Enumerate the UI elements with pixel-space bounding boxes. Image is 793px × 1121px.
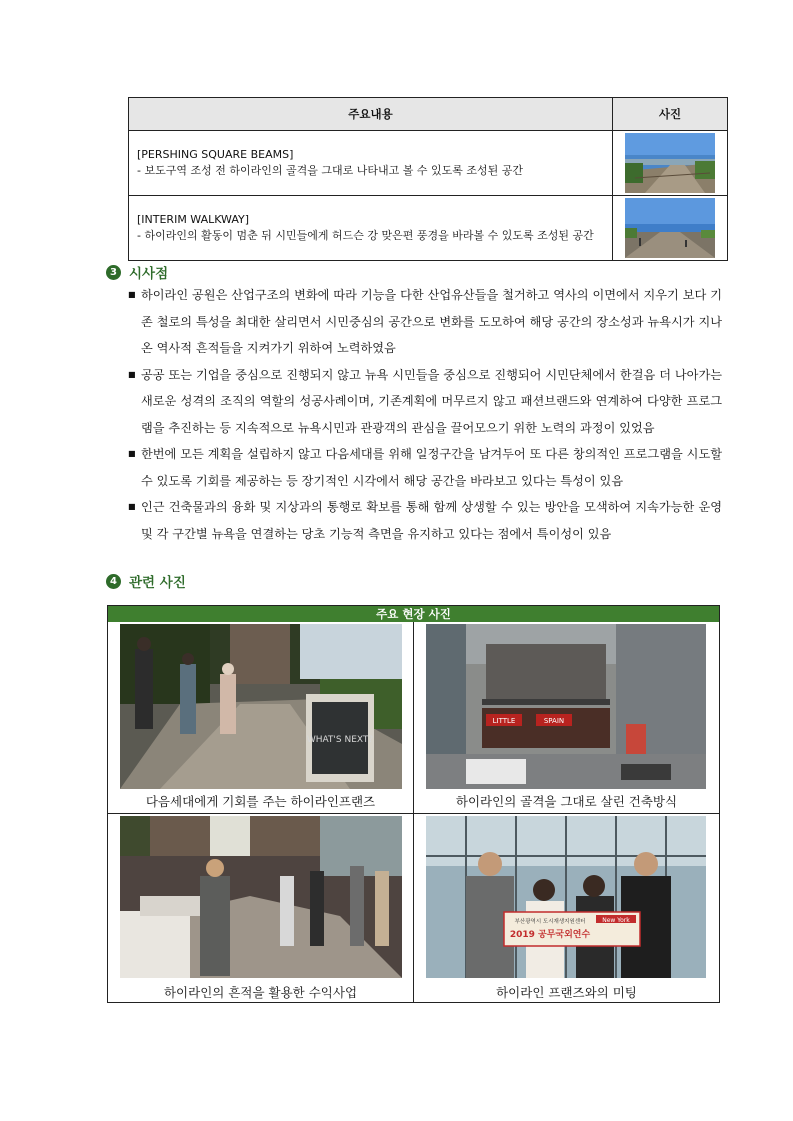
row-title: [PERSHING SQUARE BEAMS] xyxy=(137,148,294,161)
list-item: ■ 한번에 모든 계획을 설립하지 않고 다음세대를 위해 일정구간을 남겨두어 또 다른 창의적인 프로그램을 시도할 수 있도록 기회를 제공하는 등 장기적인 시각에서 해당 공간을 바라보고 있다는 특성이 있음 xyxy=(128,441,722,494)
row-desc: - 보도구역 조성 전 하이라인의 골격을 그대로 나타내고 볼 수 있도록 조성된 공간 xyxy=(137,164,523,177)
photo-building-stores xyxy=(426,624,706,789)
photo-grid xyxy=(107,605,720,1003)
store-sign-spain: SPAIN xyxy=(543,717,565,725)
photo-meeting-banner xyxy=(426,816,706,978)
square-bullet-icon: ■ xyxy=(128,449,136,458)
section-number-badge: 3 xyxy=(106,265,121,280)
list-item: ■ 공공 또는 기업을 중심으로 진행되지 않고 뉴욕 시민들을 중심으로 진행되어 시민단체에서 한걸음 더 나아가는 새로운 성격의 조직의 역할의 성공사례이며, 기존계획에 머무르지 않고 패션브랜드와 연계하여 다양한 프로그램을 추진하는 등 지속적으로 뉴욕시민과 관광객의 관심을 끌어모으기 위한 노력의 과정이 있었음 xyxy=(128,362,722,442)
banner-tag: New York xyxy=(602,917,630,924)
photo-caption: 다음세대에게 기회를 주는 하이라인프랜즈 xyxy=(145,794,376,809)
list-item: ■ 하이라인 공원은 산업구조의 변화에 따라 기능을 다한 산업유산들을 철거하고 역사의 이면에서 지우기 보다 기존 철로의 특성을 최대한 살리면서 시민중심의 공간으로 변화를 도모하여 해당 공간의 장소성과 뉴욕시가 지나온 역사적 흔적들을 지켜가기 위하여 노력하였음 xyxy=(128,282,722,362)
table-row xyxy=(129,131,728,196)
photo-caption: 하이라인의 골격을 그대로 살린 건축방식 xyxy=(455,794,678,809)
square-bullet-icon: ■ xyxy=(128,369,136,379)
square-bullet-icon: ■ xyxy=(128,502,136,511)
section-heading-photos xyxy=(106,571,186,591)
whats-next-sign-text: WHAT'S NEXT? xyxy=(306,735,374,745)
pershing-beams-photo xyxy=(625,133,715,193)
section-number-badge: 4 xyxy=(106,574,121,589)
section-title: 시사점 xyxy=(129,266,169,282)
row-desc: - 하이라인의 활동이 멈춘 뒤 시민들에게 허드슨 강 맞은편 풍경을 바라볼 수 있도록 조성된 공간 xyxy=(137,229,594,242)
banner-line-2: 2019 공무국외연수 xyxy=(509,930,591,940)
table-header-content: 주요내용 xyxy=(129,98,613,131)
photo-caption: 하이라인의 흔적을 활용한 수익사업 xyxy=(163,985,358,1000)
table-row xyxy=(129,196,728,261)
list-item: ■ 인근 건축물과의 융화 및 지상과의 통행로 확보를 통해 함께 상생할 수 있는 방안을 모색하여 지속가능한 운영 및 각 구간별 뉴욕을 연결하는 당초 기능적 측면을 유지하고 있다는 점에서 특이성이 있음 xyxy=(128,494,722,547)
photo-walkway-people xyxy=(120,624,402,789)
square-bullet-icon: ■ xyxy=(128,290,136,299)
divider xyxy=(108,813,719,814)
photo-market-stalls xyxy=(120,816,402,978)
section-title: 관련 사진 xyxy=(129,575,186,591)
interim-walkway-photo xyxy=(625,198,715,258)
banner-line-1: 부산광역시 도시재생지원센터 xyxy=(514,919,586,925)
implications-list xyxy=(128,282,722,547)
row-title: [INTERIM WALKWAY] xyxy=(137,213,250,226)
photo-grid-header: 주요 현장 사진 xyxy=(108,606,719,622)
photo-caption: 하이라인 프랜즈와의 미팅 xyxy=(496,985,637,1000)
store-sign-little: LITTLE xyxy=(492,717,516,725)
table-header-photo: 사진 xyxy=(613,98,728,131)
projects-table xyxy=(128,97,728,261)
section-heading-implications xyxy=(106,262,168,282)
